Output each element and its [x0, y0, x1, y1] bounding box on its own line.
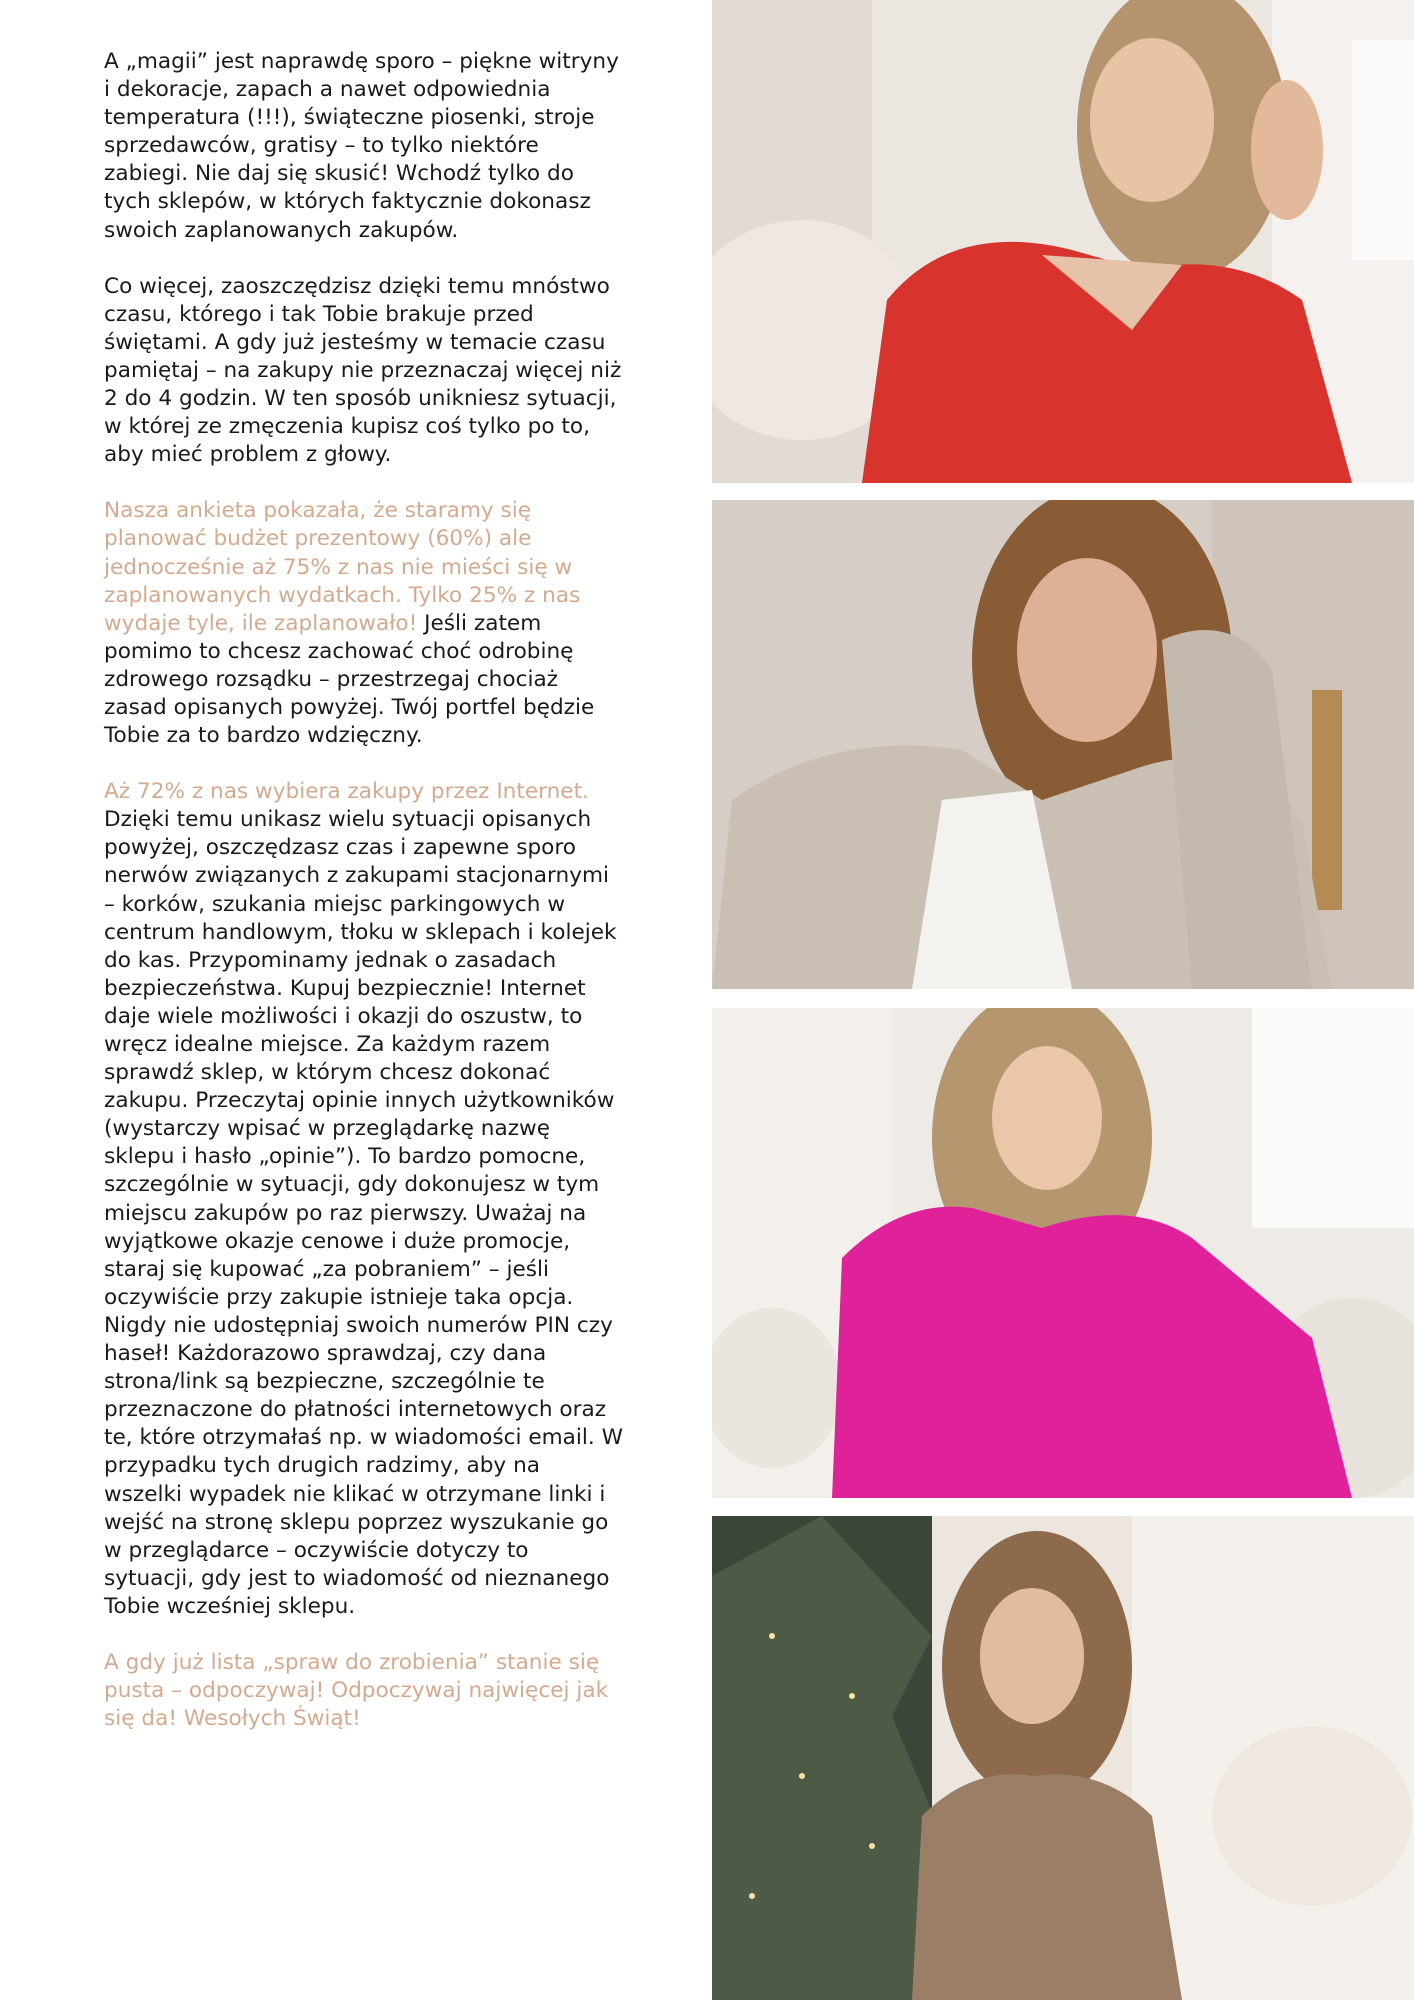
paragraph-1: A „magii” jest naprawdę sporo – piękne witryny i dekoracje, zapach a nawet odpowiednia temperatura (!!!), świąteczne piosenki, stroje sprzedawców, gratisy – to tylko niektóre zabiegi. Nie daj się skusić! Wchodź tylko do tych sklepów, w których faktycznie dokonasz swoich zaplanowanych zakupów.	[104, 49, 619, 243]
highlight-online-shopping: Aż 72% z nas wybiera zakupy przez Internet.	[104, 779, 589, 805]
highlight-survey-budget: Nasza ankieta pokazała, że staramy się planować budżet prezentowy (60%) ale jednocześnie aż 75% z nas nie mieści się w zaplanowanych wydatkach. Tylko 25% z nas wydaje tyle, ile zaplanowało!	[104, 498, 581, 636]
photo-woman-pink-sweater	[712, 1008, 1414, 1498]
paragraph-3-body: Jeśli zatem pomimo to chcesz zachować choć odrobinę zdrowego rozsądku – przestrzegaj chociaż zasad opisanych powyżej. Twój portfel będzie Tobie za to bardzo wdzięczny.	[104, 610, 595, 749]
article-text	[104, 48, 624, 1761]
paragraph-4-body: Dzięki temu unikasz wielu sytuacji opisanych powyżej, oszczędzasz czas i zapewne sporo nerwów związanych z zakupami stacjonarnymi – korków, szukania miejsc parkingowych w centrum handlowym, tłoku w sklepach i kolejek do kas. Przypominamy jednak o zasadach bezpieczeństwa. Kupuj bezpiecznie! Internet daje wiele możliwości i okazji do oszustw, to wręcz idealne miejsce. Za każdym razem sprawdź sklep, w którym chcesz dokonać zakupu. Przeczytaj opinie innych użytkowników (wystarczy wpisać w przeglądarkę nazwę sklepu i hasło „opinie”). To bardzo pomocne, szczególnie w sytuacji, gdy dokonujesz w tym miejscu zakupów po raz pierwszy. Uważaj na wyjątkowe okazje cenowe i duże promocje, staraj się kupować „za pobraniem” – jeśli oczywiście przy zakupie istnieje taka opcja. Nigdy nie udostępniaj swoich numerów PIN czy haseł! Każdorazowo sprawdzaj, czy dana strona/link są bezpieczne, szczególnie te przeznaczone do płatności internetowych oraz te, które otrzymałaś np. w wiadomości email. W przypadku tych drugich radzimy, aby na wszelki wypadek nie klikać w otrzymane linki i wejść na stronę sklepu poprzez wyszukanie go w przeglądarce – oczywiście dotyczy to sytuacji, gdy jest to wiadomość od nieznanego Tobie wcześniej sklepu.	[104, 807, 623, 1619]
highlight-closing-wishes: A gdy już lista „spraw do zrobienia” stanie się pusta – odpoczywaj! Odpoczywaj najwięcej jak się da! Wesołych Świąt!	[104, 1649, 609, 1732]
paragraph-4	[104, 778, 624, 1621]
photo-woman-red-sweater	[712, 0, 1414, 483]
paragraph-3	[104, 497, 624, 750]
photo-woman-brown-sweater-tree	[712, 1516, 1414, 2000]
photo-woman-beige-cardigan	[712, 500, 1414, 989]
paragraph-5	[104, 1649, 624, 1733]
paragraph-2: Co więcej, zaoszczędzisz dzięki temu mnóstwo czasu, którego i tak Tobie brakuje przed świętami. A gdy już jesteśmy w temacie czasu pamiętaj – na zakupy nie przeznaczaj więcej niż 2 do 4 godzin. W ten sposób unikniesz sytuacji, w której ze zmęczenia kupisz coś tylko po to, aby mieć problem z głowy.	[104, 273, 622, 468]
